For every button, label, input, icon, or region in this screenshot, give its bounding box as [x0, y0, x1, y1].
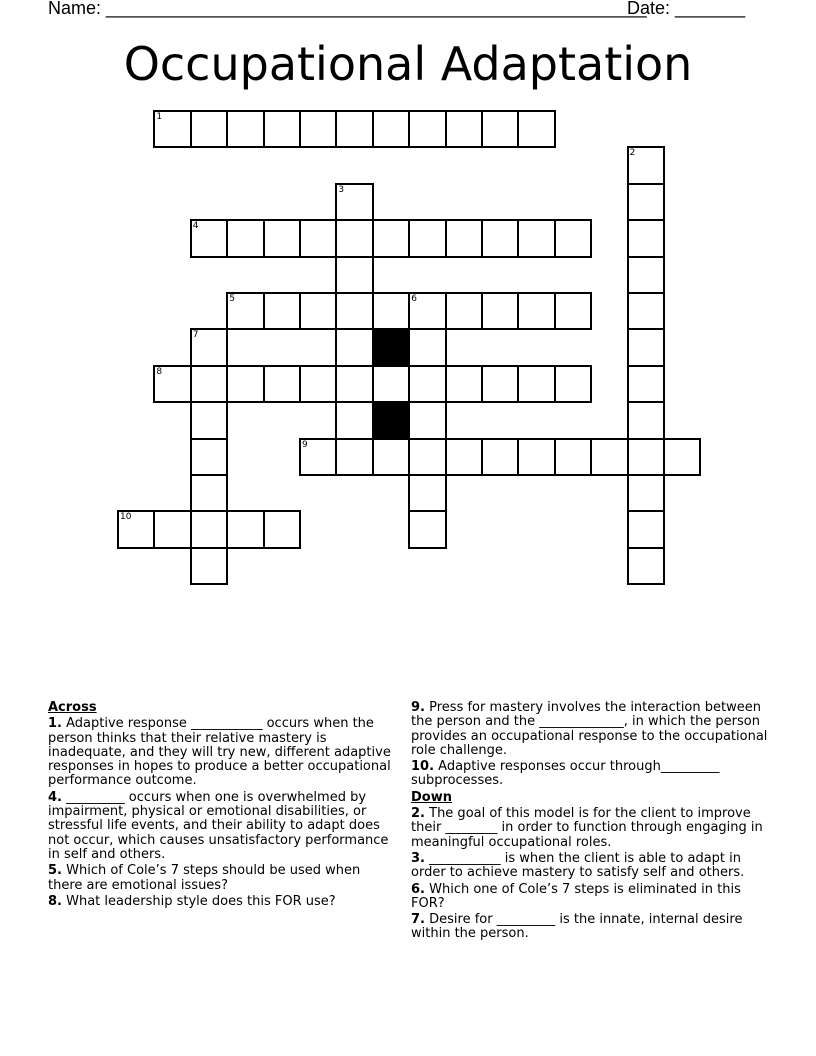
clue-number: 4. — [48, 789, 62, 805]
crossword-cell[interactable] — [627, 401, 665, 439]
crossword-block-cell — [372, 328, 410, 366]
crossword-cell[interactable] — [190, 110, 228, 148]
clue-text: The goal of this model is for the client to improve their ________ in order to function through engaging in meaningful occupational roles. — [411, 806, 763, 850]
clue-across-9 — [411, 701, 771, 758]
crossword-cell[interactable] — [372, 292, 410, 330]
crossword-cell[interactable] — [299, 365, 337, 403]
crossword-cell[interactable] — [627, 146, 665, 184]
crossword-cell[interactable] — [590, 438, 628, 476]
crossword-cell[interactable] — [335, 256, 373, 294]
clue-text: Adaptive responses occur through_________ subprocesses. — [411, 759, 720, 789]
crossword-cell[interactable] — [190, 219, 228, 257]
cell-number: 6 — [411, 294, 417, 304]
crossword-cell[interactable] — [299, 292, 337, 330]
crossword-cell[interactable] — [627, 219, 665, 257]
crossword-cell[interactable] — [263, 110, 301, 148]
crossword-cell[interactable] — [408, 401, 446, 439]
crossword-cell[interactable] — [190, 547, 228, 585]
across-heading: Across — [48, 700, 97, 715]
crossword-cell[interactable] — [408, 110, 446, 148]
clues-column-left — [48, 701, 398, 911]
crossword-cell[interactable] — [517, 292, 555, 330]
crossword-cell[interactable] — [408, 474, 446, 512]
crossword-cell[interactable] — [335, 110, 373, 148]
cell-number: 7 — [192, 330, 199, 341]
crossword-cell[interactable] — [627, 328, 665, 366]
crossword-cell[interactable] — [517, 219, 555, 257]
crossword-cell[interactable] — [372, 219, 410, 257]
crossword-cell[interactable] — [117, 510, 155, 548]
date-field-label[interactable]: Date: _______ — [627, 0, 746, 18]
crossword-cell[interactable] — [299, 219, 337, 257]
crossword-cell[interactable] — [335, 438, 373, 476]
crossword-cell[interactable] — [226, 510, 264, 548]
crossword-cell[interactable] — [554, 438, 592, 476]
crossword-cell[interactable] — [335, 183, 373, 221]
crossword-cell[interactable] — [190, 474, 228, 512]
crossword-cell[interactable] — [663, 438, 701, 476]
cell-number: 4 — [192, 221, 199, 232]
crossword-cell[interactable] — [408, 219, 446, 257]
clue-text: Which one of Cole’s 7 steps is eliminated in this FOR? — [411, 881, 741, 911]
crossword-cell[interactable] — [153, 110, 191, 148]
crossword-cell[interactable] — [445, 219, 483, 257]
crossword-block-cell — [372, 401, 410, 439]
crossword-cell[interactable] — [627, 510, 665, 548]
clue-number: 6. — [411, 881, 425, 897]
crossword-cell[interactable] — [517, 365, 555, 403]
crossword-cell[interactable] — [263, 292, 301, 330]
crossword-cell[interactable] — [408, 328, 446, 366]
crossword-cell[interactable] — [335, 365, 373, 403]
clue-number: 1. — [48, 716, 62, 732]
clue-number: 8. — [48, 893, 62, 909]
crossword-cell[interactable] — [190, 328, 228, 366]
crossword-cell[interactable] — [481, 110, 519, 148]
clue-across-8 — [48, 895, 398, 909]
crossword-cell[interactable] — [299, 438, 337, 476]
crossword-cell[interactable] — [153, 510, 191, 548]
crossword-cell[interactable] — [226, 292, 264, 330]
clue-down-7 — [411, 913, 771, 942]
crossword-cell[interactable] — [627, 474, 665, 512]
clue-text: _________ occurs when one is overwhelmed by impairment, physical or emotional disabilities, or stressful life events, and their ability to adapt does not occur, which causes unsatisfactory performance in self and others. — [48, 789, 389, 862]
crossword-cell[interactable] — [190, 438, 228, 476]
crossword-cell[interactable] — [481, 219, 519, 257]
crossword-cell[interactable] — [335, 401, 373, 439]
crossword-cell[interactable] — [627, 438, 665, 476]
clue-across-1 — [48, 717, 398, 788]
clue-text: Which of Cole’s 7 steps should be used when there are emotional issues? — [48, 863, 361, 893]
crossword-cell[interactable] — [481, 438, 519, 476]
crossword-cell[interactable] — [335, 328, 373, 366]
crossword-cell[interactable] — [554, 219, 592, 257]
crossword-cell[interactable] — [408, 365, 446, 403]
cell-number: 3 — [338, 184, 345, 195]
crossword-cell[interactable] — [153, 365, 191, 403]
crossword-cell[interactable] — [299, 110, 337, 148]
clue-number: 9. — [411, 700, 425, 715]
crossword-cell[interactable] — [408, 292, 446, 330]
crossword-cell[interactable] — [190, 401, 228, 439]
crossword-cell[interactable] — [445, 438, 483, 476]
clue-text: Press for mastery involves the interaction between the person and the _____________, in which the person provides an occupational response to the occupational role challenge. — [411, 700, 768, 758]
crossword-cell[interactable] — [481, 365, 519, 403]
cell-number: 2 — [629, 148, 636, 159]
crossword-cell[interactable] — [372, 365, 410, 403]
crossword-cell[interactable] — [263, 219, 301, 257]
crossword-cell[interactable] — [335, 292, 373, 330]
crossword-cell[interactable] — [517, 438, 555, 476]
clue-number: 5. — [48, 863, 62, 879]
clue-across-10 — [411, 760, 771, 789]
clue-down-2 — [411, 807, 771, 850]
crossword-cell[interactable] — [226, 110, 264, 148]
clue-down-3 — [411, 852, 771, 881]
page-title: Occupational Adaptation — [123, 37, 693, 91]
crossword-cell[interactable] — [445, 292, 483, 330]
cell-number: 5 — [229, 294, 235, 304]
cell-number: 1 — [156, 112, 163, 122]
crossword-cell[interactable] — [263, 510, 301, 548]
crossword-cell[interactable] — [408, 438, 446, 476]
crossword-cell[interactable] — [627, 256, 665, 294]
crossword-cell[interactable] — [372, 110, 410, 148]
crossword-cell[interactable] — [627, 365, 665, 403]
clue-text: Adaptive response ___________ occurs when the person thinks that their relative mastery is inadequate, and they will try new, different adaptive responses in hopes to produce a better occupational performance outcome. — [48, 716, 391, 789]
crossword-cell[interactable] — [445, 110, 483, 148]
crossword-cell[interactable] — [554, 292, 592, 330]
down-heading: Down — [411, 789, 452, 805]
crossword-cell[interactable] — [226, 365, 264, 403]
clues-column-right — [411, 701, 771, 944]
crossword-cell[interactable] — [190, 510, 228, 548]
cell-number: 8 — [156, 366, 163, 377]
crossword-cell[interactable] — [517, 110, 555, 148]
crossword-cell[interactable] — [627, 547, 665, 585]
cell-number: 9 — [302, 439, 308, 450]
crossword-cell[interactable] — [263, 365, 301, 403]
crossword-cell[interactable] — [481, 292, 519, 330]
crossword-cell[interactable] — [226, 219, 264, 257]
clue-text: Desire for _________ is the innate, internal desire within the person. — [411, 912, 743, 942]
cell-number: 10 — [120, 512, 132, 523]
crossword-cell[interactable] — [335, 219, 373, 257]
crossword-cell[interactable] — [627, 292, 665, 330]
clue-number: 7. — [411, 912, 425, 928]
crossword-cell[interactable] — [408, 510, 446, 548]
clue-text: What leadership style does this FOR use? — [66, 893, 336, 909]
clue-down-6 — [411, 883, 771, 912]
crossword-cell[interactable] — [445, 365, 483, 403]
clue-number: 2. — [411, 806, 425, 822]
crossword-cell[interactable] — [554, 365, 592, 403]
clue-number: 3. — [411, 850, 425, 866]
clue-text: ___________ is when the client is able to adapt in order to achieve mastery to satisfy self and others. — [411, 850, 745, 881]
crossword-cell[interactable] — [627, 183, 665, 221]
clue-across-5 — [48, 864, 398, 893]
crossword-cell[interactable] — [372, 438, 410, 476]
clue-number: 10. — [411, 759, 435, 775]
crossword-cell[interactable] — [190, 365, 228, 403]
clue-across-4 — [48, 791, 398, 862]
name-field-label[interactable]: Name: ______________________________________________________ — [48, 0, 647, 18]
